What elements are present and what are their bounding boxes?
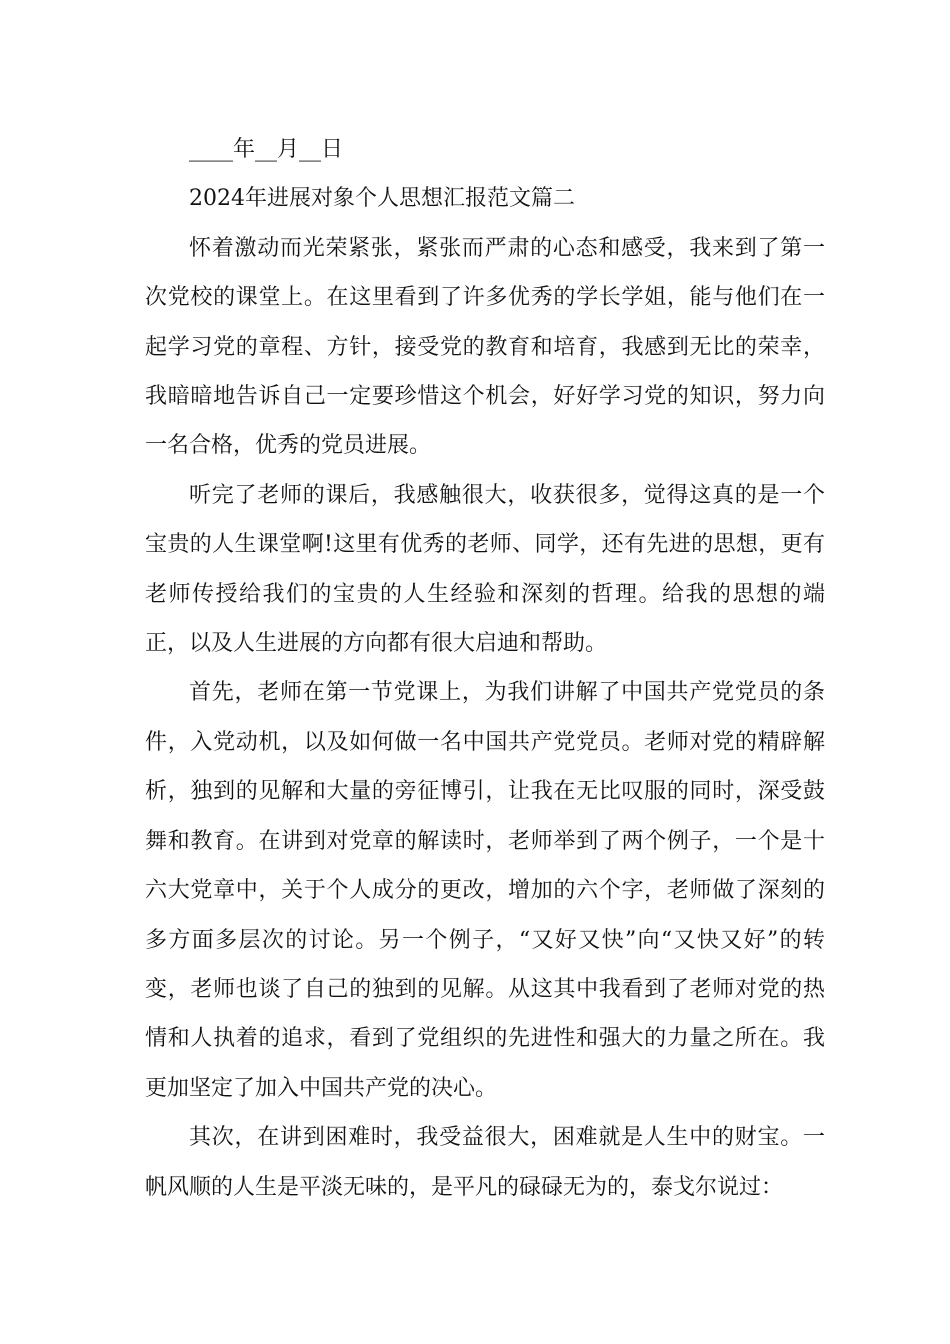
paragraph: 怀着激动而光荣紧张，紧张而严肃的心态和感受，我来到了第一次党校的课堂上。在这里看到了许多优秀的学长学姐，能与他们在一起学习党的章程、方针，接受党的教育和培育，我感到无比的荣幸，我暗暗地告诉自己一定要珍惜这个机会，好好学习党的知识，努力向一名合格，优秀的党员进展。 xyxy=(145,235,825,459)
section-heading: 2024年进展对象个人思想汇报范文篇二 xyxy=(189,186,575,212)
paragraph: 首先，老师在第一节党课上，为我们讲解了中国共产党党员的条件，入党动机，以及如何做一名中国共产党党员。老师对党的精辟解析，独到的见解和大量的旁征博引，让我在无比叹服的同时，深受鼓舞和教育。在讲到对党章的解读时，老师举到了两个例子，一个是十六大党章中，关于个人成分的更改，增加的六个字，老师做了深刻的多方面多层次的讨论。另一个例子，“又好又快”向“又快又好”的转变，老师也谈了自己的独到的见解。从这其中我看到了老师对党的热情和人执着的追求，看到了党组织的先进性和强大的力量之所在。我更加坚定了加入中国共产党的决心。 xyxy=(145,680,825,1101)
paragraph-4-block xyxy=(145,1113,825,1212)
heading-block xyxy=(145,174,825,223)
paragraph: 听完了老师的课后，我感触很大，收获很多，觉得这真的是一个宝贵的人生课堂啊!这里有优秀的老师、同学，还有先进的思想，更有老师传授给我们的宝贵的人生经验和深刻的哲理。给我的思想的端正，以及人生进展的方向都有很大启迪和帮助。 xyxy=(145,482,825,657)
date-line-block xyxy=(145,125,825,174)
paragraph-1-block xyxy=(145,224,825,471)
paragraph-2-block xyxy=(145,471,825,669)
document-body xyxy=(145,125,825,1212)
date-line: ____年__月__日 xyxy=(189,137,344,162)
paragraph-3-block xyxy=(145,668,825,1113)
paragraph: 其次，在讲到困难时，我受益很大，困难就是人生中的财宝。一帆风顺的人生是平淡无味的，是平凡的碌碌无为的，泰戈尔说过： xyxy=(145,1125,825,1200)
